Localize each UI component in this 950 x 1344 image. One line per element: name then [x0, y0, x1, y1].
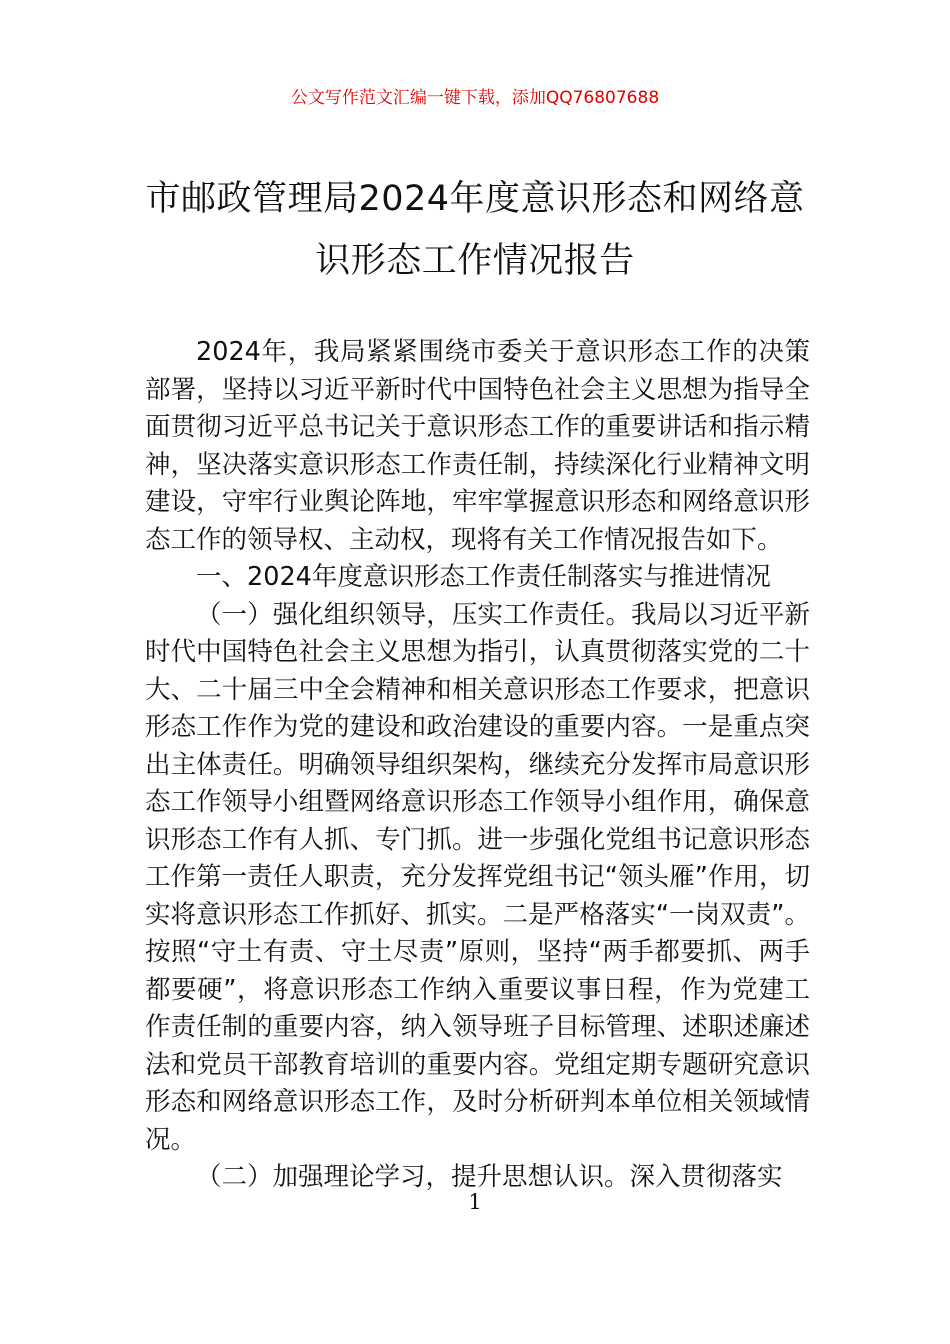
document-title [120, 168, 830, 292]
title-line-2: 识形态工作情况报告 [315, 241, 635, 281]
download-note[interactable]: 公文写作范文汇编一键下载，添加QQ76807688 [290, 88, 660, 108]
paragraph-intro: 2024年，我局紧紧围绕市委关于意识形态工作的决策部署，坚持以习近平新时代中国特色社会主义思想为指导全面贯彻习近平总书记关于意识形态工作的重要讲话和指示精神，坚决落实意识形态工作责任制，持续深化行业精神文明建设，守牢行业舆论阵地，牢牢掌握意识形态和网络意识形态工作的领导权、主动权，现将有关工作情况报告如下。 [145, 337, 810, 555]
paragraph-subsection-1: （一）强化组织领导，压实工作责任。我局以习近平新时代中国特色社会主义思想为指引，认真贯彻落实党的二十大、二十届三中全会精神和相关意识形态工作要求，把意识形态工作作为党的建设和政治建设的重要内容。一是重点突出主体责任。明确领导组织架构，继续充分发挥市局意识形态工作领导小组暨网络意识形态工作领导小组作用，确保意识形态工作有人抓、专门抓。进一步强化党组书记意识形态工作第一责任人职责，充分发挥党组书记“领头雁”作用，切实将意识形态工作抓好、抓实。二是严格落实“一岗双责”。按照“守土有责、守土尽责”原则，坚持“两手都要抓、两手都要硬”，将意识形态工作纳入重要议事日程，作为党建工作责任制的重要内容，纳入领导班子目标管理、述职述廉述法和党员干部教育培训的重要内容。党组定期专题研究意识形态和网络意识形态工作，及时分析研判本单位相关领域情况。 [145, 599, 810, 1155]
section-heading-1: 一、2024年度意识形态工作责任制落实与推进情况 [196, 562, 771, 592]
page-number: 1 [468, 1190, 482, 1214]
paragraph-subsection-2: （二）加强理论学习，提升思想认识。深入贯彻落实 [196, 1162, 783, 1192]
document-body [145, 334, 810, 1197]
title-line-1: 市邮政管理局2024年度意识形态和网络意 [145, 179, 805, 219]
